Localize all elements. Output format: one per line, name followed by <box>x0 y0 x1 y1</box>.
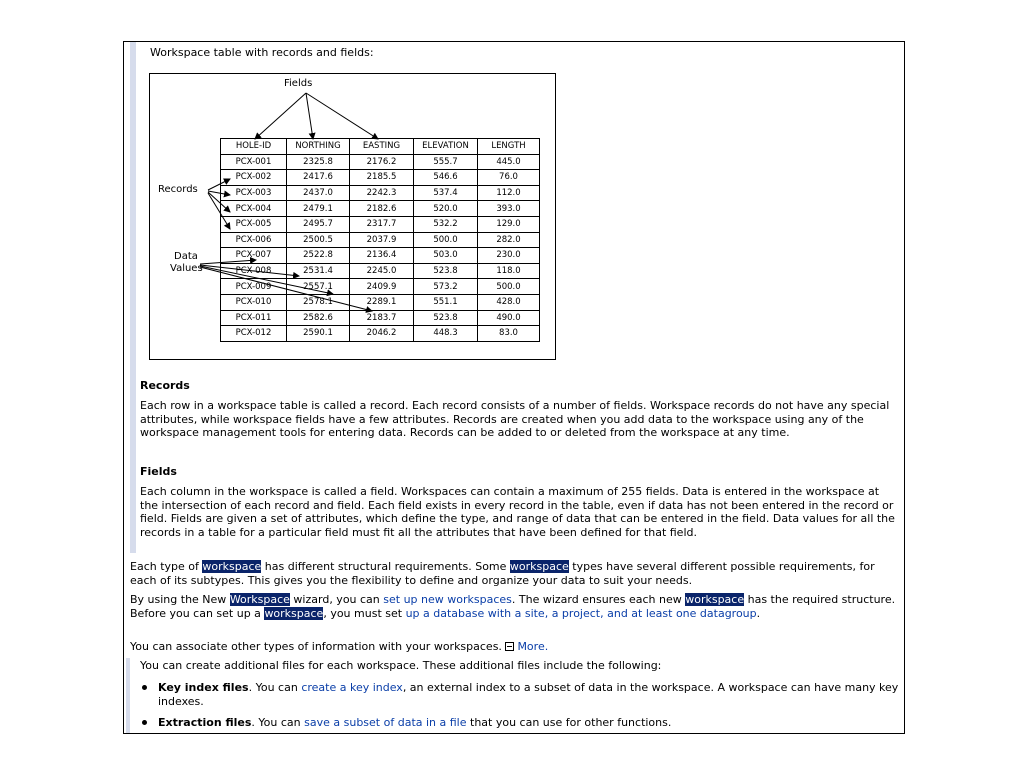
table-cell: PCX-011 <box>221 310 287 326</box>
data-values-arrow <box>200 267 372 311</box>
table-cell: 2590.1 <box>287 326 350 342</box>
more-link[interactable]: More. <box>517 640 549 653</box>
table-cell: 2409.9 <box>350 279 414 295</box>
table-cell: PCX-004 <box>221 201 287 217</box>
table-cell: PCX-005 <box>221 216 287 232</box>
column-header: ELEVATION <box>414 139 478 155</box>
table-cell: 2037.9 <box>350 232 414 248</box>
table-cell: 2557.1 <box>287 279 350 295</box>
table-cell: 118.0 <box>478 263 540 279</box>
text-run: , an external index to a subset of data in the workspace. A workspace can have many key indexes. <box>158 681 899 708</box>
table-cell: 500.0 <box>478 279 540 295</box>
table-cell: 2242.3 <box>350 185 414 201</box>
table-cell: 551.1 <box>414 294 478 310</box>
table-cell: 523.8 <box>414 310 478 326</box>
table-cell: PCX-003 <box>221 185 287 201</box>
table-cell: 537.4 <box>414 185 478 201</box>
table-cell: 573.2 <box>414 279 478 295</box>
list-item-key-index-files <box>140 681 900 708</box>
additional-files-intro: You can create additional files for each workspace. These additional files include the following: <box>140 659 662 672</box>
text-run: wizard, you can <box>289 593 384 606</box>
data-values-label-line2: Values <box>170 263 203 274</box>
create-key-index-link[interactable]: create a key index <box>301 681 403 694</box>
table-cell: 2495.7 <box>287 216 350 232</box>
fields-label: Fields <box>284 78 313 89</box>
table-cell: 500.0 <box>414 232 478 248</box>
bullet-term: Key index files <box>158 681 249 694</box>
text-run: Each type of <box>130 560 203 573</box>
records-arrow <box>208 193 230 229</box>
table-cell: 2245.0 <box>350 263 414 279</box>
column-header: EASTING <box>350 139 414 155</box>
table-cell: 129.0 <box>478 216 540 232</box>
table-cell: 2176.2 <box>350 154 414 170</box>
text-run: has different structural requirements. Some <box>261 560 510 573</box>
column-header: LENGTH <box>478 139 540 155</box>
indent-bar <box>130 42 136 553</box>
new-workspace-wizard-paragraph <box>130 593 898 620</box>
table-cell: 2317.7 <box>350 216 414 232</box>
table-cell: 520.0 <box>414 201 478 217</box>
table-cell: 555.7 <box>414 154 478 170</box>
search-highlight: workspace <box>202 560 262 573</box>
set-up-new-workspaces-link[interactable]: set up new workspaces <box>383 593 512 606</box>
table-cell: 2522.8 <box>287 248 350 264</box>
text-run: . You can <box>248 681 302 694</box>
table-cell: 2289.1 <box>350 294 414 310</box>
text-run: has the required structure. Before you can set up a <box>130 593 896 620</box>
table-cell: 2479.1 <box>287 201 350 217</box>
fields-heading: Fields <box>140 465 177 478</box>
records-arrow <box>208 192 230 212</box>
table-cell: 76.0 <box>478 170 540 186</box>
associate-info-paragraph <box>130 640 898 654</box>
table-cell: PCX-012 <box>221 326 287 342</box>
set-up-database-link[interactable]: up a database with a site, a project, and at least one datagroup <box>405 606 757 620</box>
text-run: You can associate other types of information with your workspaces. <box>130 640 506 653</box>
bullet-icon <box>142 685 147 690</box>
table-cell: 2578.1 <box>287 294 350 310</box>
column-header: NORTHING <box>287 139 350 155</box>
table-cell: 2046.2 <box>350 326 414 342</box>
table-cell: PCX-010 <box>221 294 287 310</box>
data-values-arrow <box>200 260 256 264</box>
records-label: Records <box>158 184 198 195</box>
table-cell: 503.0 <box>414 248 478 264</box>
table-cell: 2325.8 <box>287 154 350 170</box>
table-cell: 546.6 <box>414 170 478 186</box>
fields-description: Each column in the workspace is called a field. Workspaces can contain a maximum of 255 fields. Data is entered in the workspace at the intersection of each record and field. Each field exists in every record in the table, even if data has not been entered in the record or field. Fields are given a set of attributes, which define the type, and range of data that can be entered in the field. Data values for all the records in a table for a particular field must fit all the attributes that have been defined for that field. <box>140 485 895 539</box>
search-highlight: workspace <box>264 606 324 620</box>
text-run: types have several different possible requirements, for each of its subtypes. This gives you the flexibility to define and organize your data to suit your needs. <box>130 560 875 587</box>
table-cell: PCX-007 <box>221 248 287 264</box>
fields-arrow <box>306 93 313 139</box>
table-cell: 83.0 <box>478 326 540 342</box>
text-run: , you must set <box>323 606 406 620</box>
records-description: Each row in a workspace table is called a record. Each record consists of a number of fields. Workspace records do not have any special attributes, while workspace fields have a few attributes. Records are created when you add data to the workspace using any of the workspace management tools for entering data. Records can be added to or deleted from the workspace at any time. <box>140 399 890 439</box>
data-values-arrow <box>200 266 333 294</box>
text-run: . The wizard ensures each new <box>511 593 686 606</box>
table-cell: PCX-001 <box>221 154 287 170</box>
table-cell: PCX-006 <box>221 232 287 248</box>
table-cell: 2531.4 <box>287 263 350 279</box>
text-run: By using the New <box>130 593 230 606</box>
table-cell: PCX-008 <box>221 263 287 279</box>
search-highlight: workspace <box>685 593 745 606</box>
table-cell: 2437.0 <box>287 185 350 201</box>
table-cell: 2183.7 <box>350 310 414 326</box>
text-run: . <box>756 606 761 620</box>
table-cell: 393.0 <box>478 201 540 217</box>
table-cell: 2136.4 <box>350 248 414 264</box>
table-cell: 2582.6 <box>287 310 350 326</box>
table-cell: PCX-002 <box>221 170 287 186</box>
table-cell: 523.8 <box>414 263 478 279</box>
table-cell: PCX-009 <box>221 279 287 295</box>
workspace-table-figure <box>149 73 556 360</box>
table-cell: 2182.6 <box>350 201 414 217</box>
table-cell: 282.0 <box>478 232 540 248</box>
indent-bar <box>126 658 130 734</box>
figure-caption: Workspace table with records and fields: <box>150 46 374 59</box>
search-highlight: workspace <box>509 560 569 573</box>
table-cell: 532.2 <box>414 216 478 232</box>
annotation-arrows <box>150 74 555 359</box>
table-cell: 230.0 <box>478 248 540 264</box>
help-content-panel <box>123 41 905 734</box>
records-arrow <box>208 179 230 190</box>
table-cell: 490.0 <box>478 310 540 326</box>
text-run: that you can use for other functions. <box>466 716 672 729</box>
table-cell: 2185.5 <box>350 170 414 186</box>
workspace-types-paragraph <box>130 560 898 587</box>
fields-arrow <box>306 93 378 139</box>
bullet-term: Extraction files <box>158 716 252 729</box>
search-highlight: Workspace <box>229 593 290 606</box>
table-cell: 445.0 <box>478 154 540 170</box>
data-values-label-line1: Data <box>174 251 198 262</box>
column-header: HOLE-ID <box>221 139 287 155</box>
save-subset-link[interactable]: save a subset of data in a file <box>304 716 467 729</box>
table-cell: 2500.5 <box>287 232 350 248</box>
text-run: . You can <box>251 716 305 729</box>
table-cell: 2417.6 <box>287 170 350 186</box>
collapse-icon[interactable] <box>505 642 514 651</box>
table-cell: 448.3 <box>414 326 478 342</box>
table-cell: 428.0 <box>478 294 540 310</box>
list-item-extraction-files <box>140 716 900 730</box>
fields-arrow <box>255 93 306 139</box>
bullet-icon <box>142 720 147 725</box>
records-heading: Records <box>140 379 190 392</box>
table-cell: 112.0 <box>478 185 540 201</box>
